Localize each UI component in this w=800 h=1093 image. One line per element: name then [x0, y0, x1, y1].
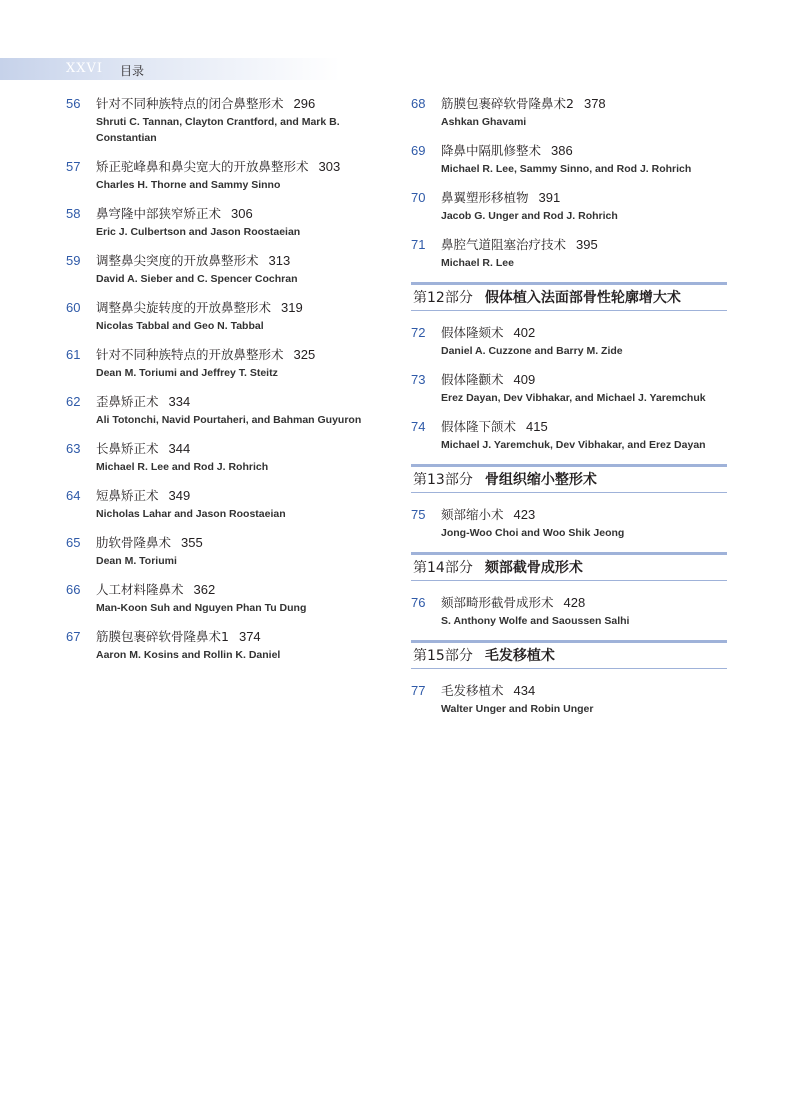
header-title: 目录 — [120, 64, 145, 78]
toc-entry-line — [66, 439, 396, 459]
chapter-authors: Ali Totonchi, Navid Pourtaheri, and Bahman Guyuron — [96, 414, 362, 426]
chapter-title: 肋软骨隆鼻术 — [96, 535, 172, 550]
chapter-number: 76 — [411, 595, 426, 610]
toc-entry — [411, 94, 727, 130]
toc-entry-line — [411, 235, 727, 255]
toc-entry-line — [66, 486, 396, 506]
part-label: 第12部分 — [413, 290, 473, 306]
toc-entry-line — [411, 417, 727, 437]
toc-entry — [411, 141, 727, 177]
chapter-number: 73 — [411, 372, 426, 387]
chapter-number: 77 — [411, 683, 426, 698]
chapter-page: 415 — [526, 419, 548, 434]
chapter-title: 短鼻矫正术 — [96, 488, 159, 503]
chapter-number: 67 — [66, 629, 81, 644]
chapter-page: 334 — [168, 394, 191, 409]
chapter-title: 调整鼻尖突度的开放鼻整形术 — [96, 253, 259, 268]
toc-entry-line — [411, 681, 727, 701]
toc-entry-line — [411, 505, 727, 525]
toc-entry-line — [66, 345, 396, 365]
toc-entry-line — [66, 627, 396, 647]
chapter-title: 颏部畸形截骨成形术 — [441, 595, 554, 610]
toc-entry — [66, 627, 396, 663]
toc-entry — [66, 345, 396, 381]
chapter-number: 71 — [411, 237, 426, 252]
chapter-number: 60 — [66, 300, 81, 315]
toc-entry-line — [66, 204, 396, 224]
chapter-page: 434 — [513, 683, 536, 698]
chapter-page: 386 — [551, 143, 573, 158]
chapter-number: 72 — [411, 325, 426, 340]
toc-entry-line — [66, 580, 396, 600]
part-label: 第13部分 — [413, 472, 473, 488]
chapter-title: 颏部缩小术 — [441, 507, 504, 522]
chapter-title: 调整鼻尖旋转度的开放鼻整形术 — [96, 300, 272, 315]
toc-entry-line — [66, 392, 396, 412]
chapter-page: 319 — [281, 300, 303, 315]
chapter-title: 筋膜包裹碎软骨隆鼻术1 — [96, 629, 229, 644]
toc-right-column — [411, 94, 727, 728]
toc-entry — [66, 486, 396, 522]
part-heading — [411, 640, 727, 669]
chapter-page: 378 — [583, 96, 606, 111]
toc-entry — [66, 157, 396, 193]
chapter-number: 69 — [411, 143, 426, 158]
part-label: 第15部分 — [413, 648, 473, 664]
chapter-page: 296 — [293, 96, 316, 111]
toc-entry-line — [411, 188, 727, 208]
chapter-authors: Shruti C. Tannan, Clayton Crantford, and Mark B. Constantian — [96, 116, 340, 144]
chapter-title: 针对不同种族特点的闭合鼻整形术 — [96, 96, 284, 111]
part-heading — [411, 552, 727, 581]
toc-entry — [66, 251, 396, 287]
chapter-number: 58 — [66, 206, 81, 221]
chapter-authors: Dean M. Toriumi — [96, 555, 177, 567]
toc-entry — [411, 235, 727, 271]
toc-entry — [66, 204, 396, 240]
toc-entry-line — [66, 157, 396, 177]
chapter-number: 64 — [66, 488, 81, 503]
chapter-page: 395 — [576, 237, 598, 252]
toc-entry — [66, 298, 396, 334]
chapter-title: 鼻腔气道阻塞治疗技术 — [441, 237, 567, 252]
chapter-page: 402 — [513, 325, 536, 340]
chapter-number: 65 — [66, 535, 81, 550]
chapter-page: 374 — [238, 629, 261, 644]
chapter-page: 355 — [181, 535, 203, 550]
part-heading — [411, 282, 727, 311]
chapter-authors: Dean M. Toriumi and Jeffrey T. Steitz — [96, 367, 278, 379]
chapter-title: 筋膜包裹碎软骨隆鼻术2 — [441, 96, 574, 111]
chapter-page: 428 — [563, 595, 586, 610]
toc-entry — [411, 593, 727, 629]
chapter-title: 歪鼻矫正术 — [96, 394, 159, 409]
header-band — [0, 58, 340, 80]
part-title: 骨组织缩小整形术 — [484, 472, 597, 488]
chapter-number: 59 — [66, 253, 81, 268]
chapter-authors: Aaron M. Kosins and Rollin K. Daniel — [96, 649, 281, 661]
chapter-authors: S. Anthony Wolfe and Saoussen Salhi — [441, 615, 630, 627]
toc-entry — [66, 439, 396, 475]
toc-entry-line — [411, 323, 727, 343]
chapter-title: 假体隆颏术 — [441, 325, 504, 340]
chapter-number: 68 — [411, 96, 426, 111]
toc-left-column — [66, 94, 396, 674]
chapter-page: 303 — [318, 159, 341, 174]
chapter-authors: Jacob G. Unger and Rod J. Rohrich — [441, 210, 618, 222]
toc-entry-line — [66, 533, 396, 553]
chapter-authors: Man-Koon Suh and Nguyen Phan Tu Dung — [96, 602, 307, 614]
toc-entry — [66, 533, 396, 569]
part-label: 第14部分 — [413, 560, 473, 576]
chapter-page: 349 — [168, 488, 191, 503]
toc-entry — [411, 681, 727, 717]
toc-entry — [66, 94, 396, 146]
chapter-authors: Eric J. Culbertson and Jason Roostaeian — [96, 226, 301, 238]
chapter-number: 66 — [66, 582, 81, 597]
toc-entry — [411, 505, 727, 541]
chapter-title: 长鼻矫正术 — [96, 441, 159, 456]
chapter-authors: Michael R. Lee — [441, 257, 514, 269]
toc-entry-line — [66, 94, 396, 114]
chapter-title: 人工材料隆鼻术 — [96, 582, 184, 597]
part-title: 颏部截骨成形术 — [484, 560, 583, 576]
chapter-page: 344 — [168, 441, 191, 456]
chapter-title: 假体隆颧术 — [441, 372, 504, 387]
part-heading — [411, 464, 727, 493]
chapter-number: 61 — [66, 347, 81, 362]
chapter-authors: Nicholas Lahar and Jason Roostaeian — [96, 508, 286, 520]
chapter-authors: Jong-Woo Choi and Woo Shik Jeong — [441, 527, 625, 539]
chapter-authors: David A. Sieber and C. Spencer Cochran — [96, 273, 298, 285]
chapter-authors: Charles H. Thorne and Sammy Sinno — [96, 179, 281, 191]
chapter-number: 74 — [411, 419, 426, 434]
chapter-page: 306 — [231, 206, 253, 221]
page-number: XXVI — [66, 61, 104, 76]
toc-entry — [411, 188, 727, 224]
toc-entry-line — [411, 593, 727, 613]
chapter-authors: Ashkan Ghavami — [441, 116, 527, 128]
chapter-page: 423 — [513, 507, 536, 522]
toc-entry — [66, 580, 396, 616]
chapter-title: 假体隆下颌术 — [441, 419, 517, 434]
chapter-title: 鼻穹隆中部狭窄矫正术 — [96, 206, 222, 221]
chapter-authors: Nicolas Tabbal and Geo N. Tabbal — [96, 320, 264, 332]
chapter-page: 325 — [293, 347, 316, 362]
chapter-page: 409 — [513, 372, 536, 387]
toc-entry-line — [411, 94, 727, 114]
chapter-number: 56 — [66, 96, 81, 111]
part-title: 毛发移植术 — [484, 648, 555, 664]
part-title: 假体植入法面部骨性轮廓增大术 — [484, 290, 681, 306]
toc-entry — [411, 417, 727, 453]
chapter-authors: Daniel A. Cuzzone and Barry M. Zide — [441, 345, 623, 357]
chapter-authors: Walter Unger and Robin Unger — [441, 703, 594, 715]
chapter-title: 毛发移植术 — [441, 683, 504, 698]
chapter-title: 针对不同种族特点的开放鼻整形术 — [96, 347, 284, 362]
toc-entry-line — [66, 298, 396, 318]
toc-entry — [411, 323, 727, 359]
chapter-number: 70 — [411, 190, 426, 205]
chapter-page: 313 — [268, 253, 291, 268]
chapter-authors: Michael R. Lee and Rod J. Rohrich — [96, 461, 269, 473]
toc-entry-line — [411, 370, 727, 390]
toc-entry-line — [66, 251, 396, 271]
chapter-title: 鼻翼塑形移植物 — [441, 190, 529, 205]
chapter-number: 63 — [66, 441, 81, 456]
chapter-number: 62 — [66, 394, 81, 409]
chapter-page: 362 — [193, 582, 216, 597]
toc-entry-line — [411, 141, 727, 161]
chapter-title: 降鼻中隔肌修整术 — [441, 143, 542, 158]
chapter-number: 57 — [66, 159, 81, 174]
toc-entry — [411, 370, 727, 406]
chapter-page: 391 — [538, 190, 561, 205]
chapter-title: 矫正驼峰鼻和鼻尖宽大的开放鼻整形术 — [96, 159, 309, 174]
chapter-authors: Michael J. Yaremchuk, Dev Vibhakar, and Erez Dayan — [441, 439, 706, 451]
chapter-authors: Erez Dayan, Dev Vibhakar, and Michael J. Yaremchuk — [441, 392, 706, 404]
toc-entry — [66, 392, 396, 428]
chapter-number: 75 — [411, 507, 426, 522]
chapter-authors: Michael R. Lee, Sammy Sinno, and Rod J. Rohrich — [441, 163, 692, 175]
